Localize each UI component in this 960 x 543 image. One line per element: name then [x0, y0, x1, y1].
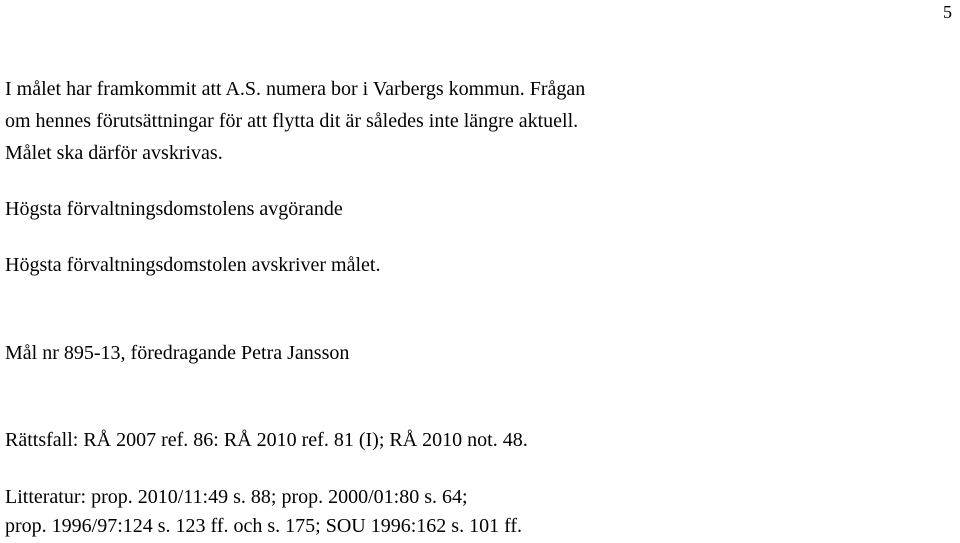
- decision-text: Högsta förvaltningsdomstolen avskriver målet.: [5, 254, 381, 276]
- literature-line-2: prop. 1996/97:124 s. 123 ff. och s. 175; SOU 1996:162 s. 101 ff.: [5, 515, 523, 537]
- page-number: 5: [943, 2, 952, 22]
- intro-line-2: om hennes förutsättningar för att flytta dit är således inte längre aktuell.: [5, 110, 579, 132]
- intro-line-3: Målet ska därför avskrivas.: [5, 142, 223, 164]
- section-heading: Högsta förvaltningsdomstolens avgörande: [5, 198, 343, 220]
- literature-line-1: Litteratur: prop. 2010/11:49 s. 88; prop. 2000/01:80 s. 64;: [5, 486, 468, 508]
- intro-line-1: I målet har framkommit att A.S. numera bor i Varbergs kommun. Frågan: [5, 78, 586, 100]
- case-info: Mål nr 895-13, föredragande Petra Jansson: [5, 342, 350, 364]
- case-law: Rättsfall: RÅ 2007 ref. 86: RÅ 2010 ref. 81 (I); RÅ 2010 not. 48.: [5, 429, 528, 451]
